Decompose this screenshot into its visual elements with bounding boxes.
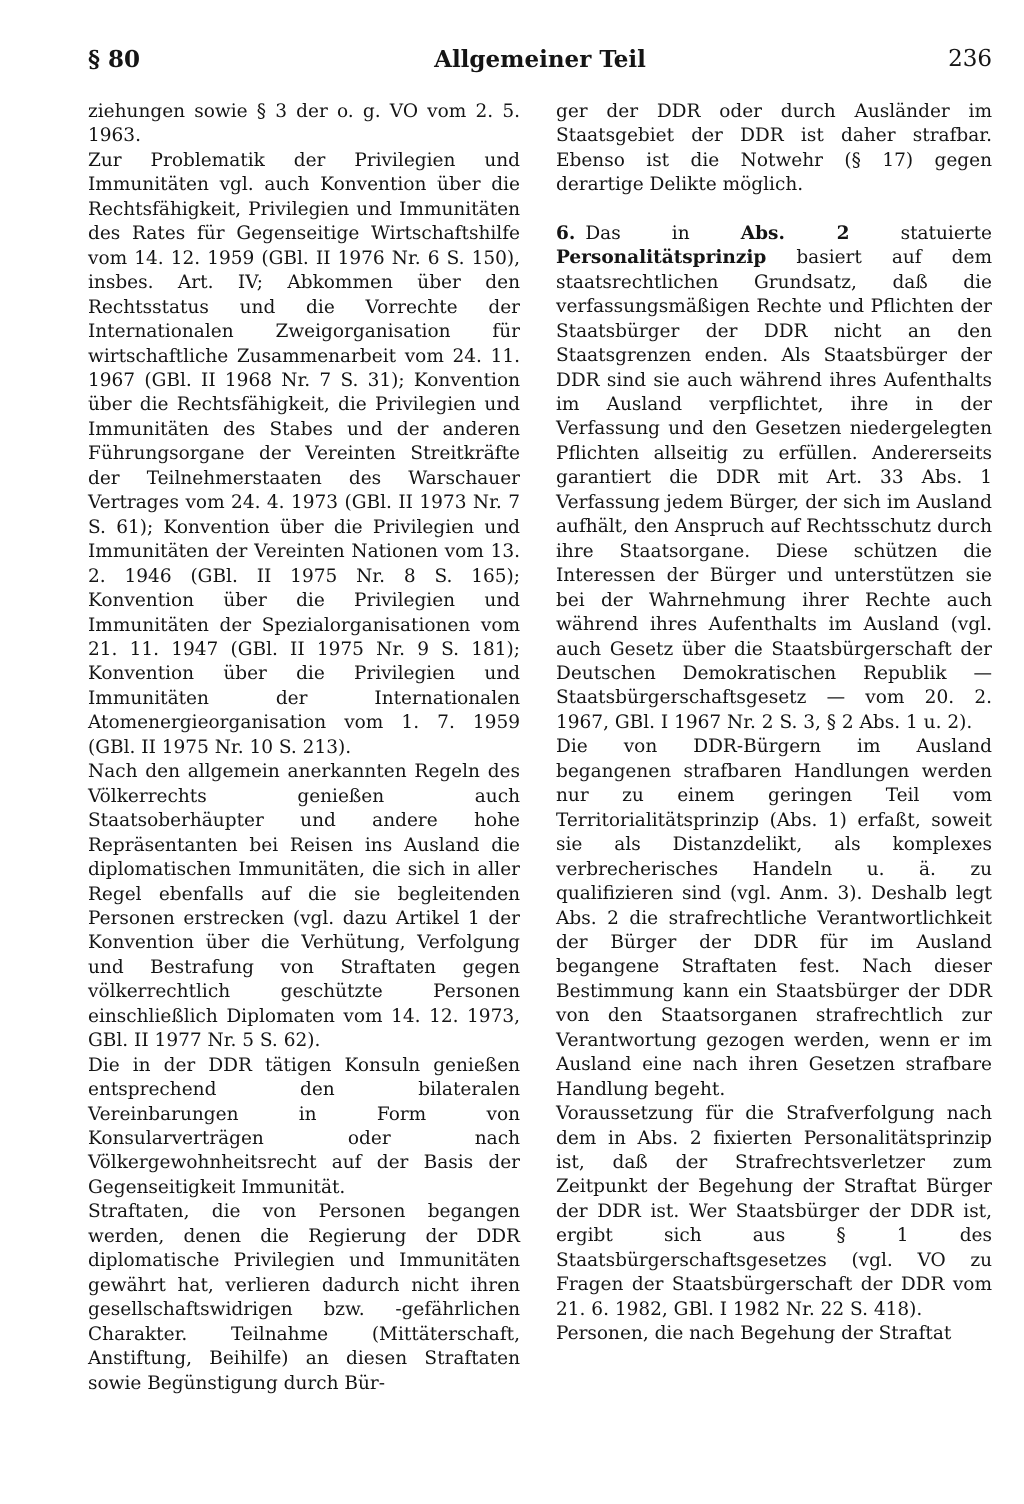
paragraph: ger der DDR oder durch Ausländer im Staatsgebiet der DDR ist daher strafbar. Ebenso ist die Notwehr (§ 17) gegen derartige Delikte möglich. [556, 101, 992, 196]
text-run: statuierte [900, 222, 992, 244]
page-title: Allgemeiner Teil [434, 46, 646, 73]
page-number: 236 [948, 46, 992, 72]
left-column [88, 100, 520, 1396]
text-run: basiert auf dem staatsrechtlichen Grundsatz, daß die verfassungsmäßigen Rechte und Pflichten der Staatsbürger der DDR nicht an den Staatsgrenzen enden. Als Staatsbürger der DDR sind sie auch während ihres Aufenthalts im Ausland verpflichtet, ihre in der Verfassung und den Gesetzen niedergelegten Pflichten allseitig zu erfüllen. Andererseits garantiert die DDR mit Art. 33 Abs. 1 Verfassung jedem Bürger, der sich im Ausland aufhält, den Anspruch auf Rechtsschutz durch ihre Staatsorgane. Diese schützen die Interessen der Bürger und unterstützen sie bei der Wahrnehmung ihrer Rechte auch während ihres Aufenthalts im Ausland (vgl. auch Gesetz über die Staatsbürgerschaft der Deutschen Demokratischen Republik — Staatsbürgerschaftsgesetz — vom 20. 2. 1967, GBl. I 1967 Nr. 2 S. 3, § 2 Abs. 1 u. 2). [556, 247, 992, 733]
text-run: Das in [585, 222, 690, 244]
paragraph: ziehungen sowie § 3 der o. g. VO vom 2. 5. 1963. [88, 101, 520, 147]
section-number: § 80 [88, 46, 141, 73]
right-column [556, 100, 992, 1347]
annotation-paragraph [556, 222, 992, 736]
paragraph: Straftaten, die von Personen begangen werden, denen die Regierung der DDR diplomatische Privilegien und Immunitäten gewährt hat, verlieren dadurch nicht ihren gesellschaftswidrigen bzw. -gefährlichen Charakter. Teilnahme (Mittäterschaft, Anstiftung, Beihilfe) an diesen Straftaten sowie Begünstigung durch Bür- [88, 1201, 520, 1394]
emphasis-term: Personalitätsprinzip [556, 247, 767, 269]
paragraph: Nach den allgemein anerkannten Regeln des Völkerrechts genießen auch Staatsoberhäupter und andere hohe Repräsentanten bei Reisen ins Ausland die diplomatischen Immunitäten, die sich in aller Regel ebenfalls auf die sie begleitenden Personen erstrecken (vgl. dazu Artikel 1 der Konvention über die Verhütung, Verfolgung und Bestrafung von Straftaten gegen völkerrechtlich geschützte Personen einschließlich Diplomaten vom 14. 12. 1973, GBl. II 1977 Nr. 5 S. 62). [88, 761, 520, 1052]
emphasis: Abs. 2 [740, 222, 850, 244]
paragraph: Personen, die nach Begehung der Straftat [556, 1323, 952, 1345]
running-head [88, 46, 992, 86]
paragraph: Die in der DDR tätigen Konsuln genießen entsprechend den bilateralen Vereinbarungen in Form von Konsularverträgen oder nach Völkergewohnheitsrecht auf der Basis der Gegenseitigkeit Immunität. [88, 1054, 520, 1198]
paragraph: Zur Problematik der Privilegien und Immunitäten vgl. auch Konvention über die Rechtsfähigkeit, Privilegien und Immunitäten des Rates für Gegenseitige Wirtschaftshilfe vom 14. 12. 1959 (GBl. II 1976 Nr. 6 S. 150), insbes. Art. IV; Abkommen über den Rechtsstatus und die Vorrechte der Internationalen Zweigorganisation für wirtschaftliche Zusammenarbeit vom 24. 11. 1967 (GBl. II 1968 Nr. 7 S. 31); Konvention über die Rechtsfähigkeit, die Privilegien und Immunitäten des Stabes und der anderen Führungsorgane der Vereinten Streitkräfte der Teilnehmerstaaten des Warschauer Vertrages vom 24. 4. 1973 (GBl. II 1973 Nr. 7 S. 61); Konvention über die Privilegien und Immunitäten der Vereinten Nationen vom 13. 2. 1946 (GBl. II 1975 Nr. 8 S. 165); Konvention über die Privilegien und Immunitäten der Spezialorganisationen vom 21. 11. 1947 (GBl. II 1975 Nr. 9 S. 181); Konvention über die Privilegien und Immunitäten der Internationalen Atomenergieorganisation vom 1. 7. 1959 (GBl. II 1975 Nr. 10 S. 213). [88, 149, 520, 758]
annotation-number: 6. [556, 222, 576, 244]
paragraph: Voraussetzung für die Strafverfolgung nach dem in Abs. 2 fixierten Personalitätsprinzip ist, daß der Strafrechtsverletzer zum Zeitpunkt der Begehung der Straftat Bürger der DDR ist. Wer Staatsbürger der DDR ist, ergibt sich aus § 1 des Staatsbürgerschaftsgesetzes (vgl. VO zu Fragen der Staatsbürgerschaft der DDR vom 21. 6. 1982, GBl. I 1982 Nr. 22 S. 418). [556, 1103, 992, 1320]
paragraph: Die von DDR-Bürgern im Ausland begangenen strafbaren Handlungen werden nur zu einem geringen Teil vom Territorialitätsprinzip (Abs. 1) erfaßt, soweit sie als Distanzdelikt, als komplexes verbrecherisches Handeln u. ä. zu qualifizieren sind (vgl. Anm. 3). Deshalb legt Abs. 2 die strafrechtliche Verantwortlichkeit der Bürger der DDR für im Ausland begangene Straftaten fest. Nach dieser Bestimmung kann ein Staatsbürger der DDR von den Staatsorganen strafrechtlich zur Verantwortung gezogen werden, wenn er im Ausland eine nach ihren Gesetzen strafbare Handlung begeht. [556, 736, 992, 1100]
